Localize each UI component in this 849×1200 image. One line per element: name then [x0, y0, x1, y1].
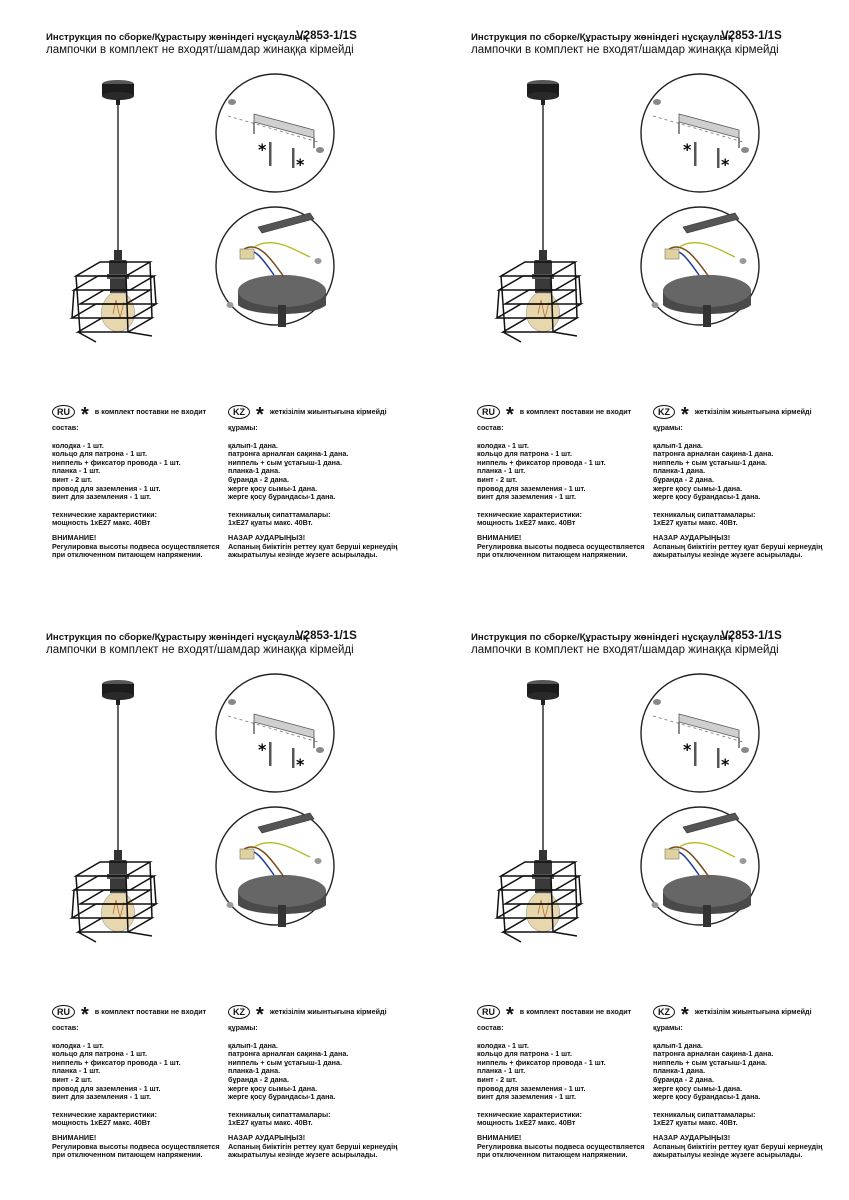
bulbs-note: лампочки в комплект не входят/шамдар жинаққа кірмейді: [471, 44, 779, 56]
kz-item: патронға арналған сақина-1 дана.: [653, 1049, 774, 1059]
ru-specs-label: технические характеристики:: [52, 1109, 157, 1119]
ru-section: [52, 1004, 222, 1160]
kz-specs-value: 1хЕ27 қуаты макс. 40Вт.: [228, 518, 313, 528]
ru-section: [52, 404, 222, 560]
ru-warning-text: Регулировка высоты подвеса осуществляется: [52, 1141, 220, 1151]
kz-specs-value: 1хЕ27 қуаты макс. 40Вт.: [653, 518, 738, 528]
bracket-mounting-diagram: [639, 72, 761, 194]
ru-specs-value: мощность 1хЕ27 макс. 40Вт: [52, 518, 151, 528]
kz-item: патронға арналған сақина-1 дана.: [228, 449, 349, 459]
kz-specs-label: техникалық сипаттамалары:: [228, 509, 331, 519]
ru-section: [477, 404, 647, 560]
asterisk-icon: *: [256, 1004, 264, 1026]
kz-warning-text: Аспаның биіктігін реттеу қуат беруші кернеудің: [228, 541, 398, 551]
model-code: V2853-1/1S: [721, 630, 782, 642]
model-code: V2853-1/1S: [296, 630, 357, 642]
ru-item: провод для заземления - 1 шт.: [477, 1083, 586, 1093]
kz-item: жерге қосу сымы-1 дана.: [228, 483, 318, 493]
svg-text:*: *: [258, 140, 267, 159]
ru-item: ниппель + фиксатор провода - 1 шт.: [477, 457, 606, 467]
kz-warning-label: НАЗАР АУДАРЫҢЫЗ!: [228, 1132, 306, 1142]
kz-item: жерге қосу сымы-1 дана.: [653, 1083, 743, 1093]
kz-section: [653, 1004, 843, 1160]
ru-warning-label: ВНИМАНИЕ!: [52, 1132, 97, 1142]
kz-not-included-note: жеткізілім жиынтығына кірмейді: [269, 1006, 387, 1016]
kz-item: жерге қосу сымы-1 дана.: [228, 1083, 318, 1093]
ru-not-included-note: в комплект поставки не входит: [519, 1006, 632, 1016]
ru-item: винт - 2 шт.: [52, 474, 92, 484]
kz-warning-label: НАЗАР АУДАРЫҢЫЗ!: [653, 1132, 731, 1142]
kz-item: жерге қосу бұрандасы-1 дана.: [228, 492, 336, 502]
instruction-sheet-bottom-left: [0, 600, 424, 1200]
instruction-sheet-top-left: [0, 0, 424, 600]
instruction-title: Инструкция по сборке/Құрастыру жөніндегі нұсқаулық: [471, 32, 733, 43]
svg-text:*: *: [683, 740, 692, 759]
bracket-mounting-diagram: [214, 72, 336, 194]
kz-item: жерге қосу бұрандасы-1 дана.: [653, 1092, 761, 1102]
kz-contents-label: құрамы:: [653, 1023, 683, 1032]
kz-item: бұранда - 2 дана.: [228, 1074, 290, 1084]
ru-item: ниппель + фиксатор провода - 1 шт.: [477, 1057, 606, 1067]
ru-specs-value: мощность 1хЕ27 макс. 40Вт: [477, 518, 576, 528]
asterisk-icon: *: [506, 404, 514, 426]
kz-item: бұранда - 2 дана.: [228, 474, 290, 484]
kz-contents-label: құрамы:: [228, 1023, 258, 1032]
ru-item: винт - 2 шт.: [477, 1074, 517, 1084]
kz-item: планка-1 дана.: [653, 466, 706, 476]
ru-language-badge: RU: [52, 1005, 75, 1019]
kz-specs-label: техникалық сипаттамалары:: [653, 1109, 756, 1119]
canopy-wiring-diagram: [214, 205, 336, 327]
bracket-mounting-diagram: [214, 672, 336, 794]
kz-warning-text: ажыратылуы кезінде жүзеге асырылады.: [228, 1150, 378, 1160]
kz-warning-label: НАЗАР АУДАРЫҢЫЗ!: [228, 532, 306, 542]
svg-text:*: *: [721, 155, 730, 174]
kz-warning-text: Аспаның биіктігін реттеу қуат беруші кернеудің: [228, 1141, 398, 1151]
kz-item: қалып-1 дана.: [228, 440, 278, 450]
ru-specs-label: технические характеристики:: [477, 509, 582, 519]
asterisk-icon: *: [681, 404, 689, 426]
ru-item: планка - 1 шт.: [477, 1066, 526, 1076]
kz-warning-text: ажыратылуы кезінде жүзеге асырылады.: [228, 550, 378, 560]
asterisk-icon: *: [81, 404, 89, 426]
kz-item: бұранда - 2 дана.: [653, 1074, 715, 1084]
ru-warning-text: Регулировка высоты подвеса осуществляется: [477, 1141, 645, 1151]
ru-specs-label: технические характеристики:: [477, 1109, 582, 1119]
instruction-sheet-bottom-right: [425, 600, 849, 1200]
kz-contents-label: құрамы:: [653, 423, 683, 432]
ru-item: планка - 1 шт.: [52, 1066, 101, 1076]
svg-text:*: *: [721, 755, 730, 774]
ru-item: винт для заземления - 1 шт.: [477, 1092, 576, 1102]
ru-specs-value: мощность 1хЕ27 макс. 40Вт: [477, 1118, 576, 1128]
kz-specs-label: техникалық сипаттамалары:: [228, 1109, 331, 1119]
instruction-title: Инструкция по сборке/Құрастыру жөніндегі нұсқаулық: [46, 32, 308, 43]
kz-item: патронға арналған сақина-1 дана.: [228, 1049, 349, 1059]
kz-warning-text: Аспаның биіктігін реттеу қуат беруші кернеудің: [653, 1141, 823, 1151]
kz-not-included-note: жеткізілім жиынтығына кірмейді: [269, 406, 387, 416]
instruction-title: Инструкция по сборке/Құрастыру жөніндегі нұсқаулық: [46, 632, 308, 643]
ru-item: планка - 1 шт.: [52, 466, 101, 476]
model-code: V2853-1/1S: [721, 30, 782, 42]
ru-warning-label: ВНИМАНИЕ!: [477, 1132, 522, 1142]
ru-not-included-note: в комплект поставки не входит: [94, 406, 207, 416]
ru-item: кольцо для патрона - 1 шт.: [477, 1049, 573, 1059]
ru-language-badge: RU: [477, 1005, 500, 1019]
bracket-mounting-diagram: [639, 672, 761, 794]
canopy-wiring-diagram: [214, 805, 336, 927]
asterisk-icon: *: [506, 1004, 514, 1026]
instruction-title: Инструкция по сборке/Құрастыру жөніндегі нұсқаулық: [471, 632, 733, 643]
ru-item: винт для заземления - 1 шт.: [477, 492, 576, 502]
ru-section: [477, 1004, 647, 1160]
ru-specs-value: мощность 1хЕ27 макс. 40Вт: [52, 1118, 151, 1128]
kz-warning-text: ажыратылуы кезінде жүзеге асырылады.: [653, 1150, 803, 1160]
kz-item: бұранда - 2 дана.: [653, 474, 715, 484]
kz-item: планка-1 дана.: [228, 1066, 281, 1076]
kz-warning-label: НАЗАР АУДАРЫҢЫЗ!: [653, 532, 731, 542]
ru-not-included-note: в комплект поставки не входит: [519, 406, 632, 416]
ru-warning-text: при отключенном питающем напряжении.: [52, 1150, 203, 1160]
ru-item: винт - 2 шт.: [52, 1074, 92, 1084]
canopy-wiring-diagram: [639, 205, 761, 327]
ru-item: провод для заземления - 1 шт.: [477, 483, 586, 493]
ru-item: колодка - 1 шт.: [477, 440, 529, 450]
ru-contents-label: состав:: [52, 423, 79, 432]
pendant-lamp-illustration: [66, 674, 176, 954]
pendant-lamp-illustration: [491, 674, 601, 954]
ru-item: ниппель + фиксатор провода - 1 шт.: [52, 457, 181, 467]
ru-item: кольцо для патрона - 1 шт.: [52, 449, 148, 459]
kz-item: ниппель + сым ұстағыш-1 дана.: [228, 457, 342, 467]
ru-warning-text: при отключенном питающем напряжении.: [477, 1150, 628, 1160]
kz-item: жерге қосу сымы-1 дана.: [653, 483, 743, 493]
ru-contents-label: состав:: [477, 423, 504, 432]
kz-language-badge: KZ: [653, 1005, 675, 1019]
kz-item: ниппель + сым ұстағыш-1 дана.: [653, 457, 767, 467]
kz-language-badge: KZ: [228, 1005, 250, 1019]
kz-specs-value: 1хЕ27 қуаты макс. 40Вт.: [228, 1118, 313, 1128]
pendant-lamp-illustration: [66, 74, 176, 354]
ru-warning-text: при отключенном питающем напряжении.: [52, 550, 203, 560]
kz-item: патронға арналған сақина-1 дана.: [653, 449, 774, 459]
kz-item: ниппель + сым ұстағыш-1 дана.: [228, 1057, 342, 1067]
ru-contents-label: состав:: [52, 1023, 79, 1032]
kz-section: [228, 404, 418, 560]
ru-item: провод для заземления - 1 шт.: [52, 483, 161, 493]
kz-language-badge: KZ: [653, 405, 675, 419]
ru-warning-text: Регулировка высоты подвеса осуществляется: [52, 541, 220, 551]
bulbs-note: лампочки в комплект не входят/шамдар жинаққа кірмейді: [46, 44, 354, 56]
ru-item: планка - 1 шт.: [477, 466, 526, 476]
kz-warning-text: Аспаның биіктігін реттеу қуат беруші кернеудің: [653, 541, 823, 551]
kz-section: [653, 404, 843, 560]
kz-item: қалып-1 дана.: [653, 1040, 703, 1050]
ru-item: кольцо для патрона - 1 шт.: [477, 449, 573, 459]
canopy-wiring-diagram: [639, 805, 761, 927]
ru-item: колодка - 1 шт.: [52, 440, 104, 450]
kz-item: планка-1 дана.: [653, 1066, 706, 1076]
kz-item: қалып-1 дана.: [228, 1040, 278, 1050]
bulbs-note: лампочки в комплект не входят/шамдар жинаққа кірмейді: [471, 644, 779, 656]
kz-not-included-note: жеткізілім жиынтығына кірмейді: [694, 1006, 812, 1016]
asterisk-icon: *: [81, 1004, 89, 1026]
kz-language-badge: KZ: [228, 405, 250, 419]
ru-item: колодка - 1 шт.: [52, 1040, 104, 1050]
svg-text:*: *: [258, 740, 267, 759]
svg-text:*: *: [683, 140, 692, 159]
ru-specs-label: технические характеристики:: [52, 509, 157, 519]
kz-contents-label: құрамы:: [228, 423, 258, 432]
model-code: V2853-1/1S: [296, 30, 357, 42]
asterisk-icon: *: [256, 404, 264, 426]
ru-contents-label: состав:: [477, 1023, 504, 1032]
kz-item: планка-1 дана.: [228, 466, 281, 476]
ru-warning-text: при отключенном питающем напряжении.: [477, 550, 628, 560]
instruction-sheet-top-right: [425, 0, 849, 600]
kz-section: [228, 1004, 418, 1160]
ru-item: винт для заземления - 1 шт.: [52, 492, 151, 502]
kz-not-included-note: жеткізілім жиынтығына кірмейді: [694, 406, 812, 416]
asterisk-icon: *: [681, 1004, 689, 1026]
kz-item: ниппель + сым ұстағыш-1 дана.: [653, 1057, 767, 1067]
kz-warning-text: ажыратылуы кезінде жүзеге асырылады.: [653, 550, 803, 560]
kz-item: жерге қосу бұрандасы-1 дана.: [228, 1092, 336, 1102]
ru-item: провод для заземления - 1 шт.: [52, 1083, 161, 1093]
ru-item: колодка - 1 шт.: [477, 1040, 529, 1050]
ru-item: ниппель + фиксатор провода - 1 шт.: [52, 1057, 181, 1067]
ru-item: винт для заземления - 1 шт.: [52, 1092, 151, 1102]
bulbs-note: лампочки в комплект не входят/шамдар жинаққа кірмейді: [46, 644, 354, 656]
ru-warning-label: ВНИМАНИЕ!: [477, 532, 522, 542]
svg-text:*: *: [296, 755, 305, 774]
ru-item: винт - 2 шт.: [477, 474, 517, 484]
ru-language-badge: RU: [477, 405, 500, 419]
ru-language-badge: RU: [52, 405, 75, 419]
ru-item: кольцо для патрона - 1 шт.: [52, 1049, 148, 1059]
pendant-lamp-illustration: [491, 74, 601, 354]
ru-warning-text: Регулировка высоты подвеса осуществляется: [477, 541, 645, 551]
kz-item: қалып-1 дана.: [653, 440, 703, 450]
kz-specs-value: 1хЕ27 қуаты макс. 40Вт.: [653, 1118, 738, 1128]
kz-specs-label: техникалық сипаттамалары:: [653, 509, 756, 519]
kz-item: жерге қосу бұрандасы-1 дана.: [653, 492, 761, 502]
ru-warning-label: ВНИМАНИЕ!: [52, 532, 97, 542]
ru-not-included-note: в комплект поставки не входит: [94, 1006, 207, 1016]
svg-text:*: *: [296, 155, 305, 174]
